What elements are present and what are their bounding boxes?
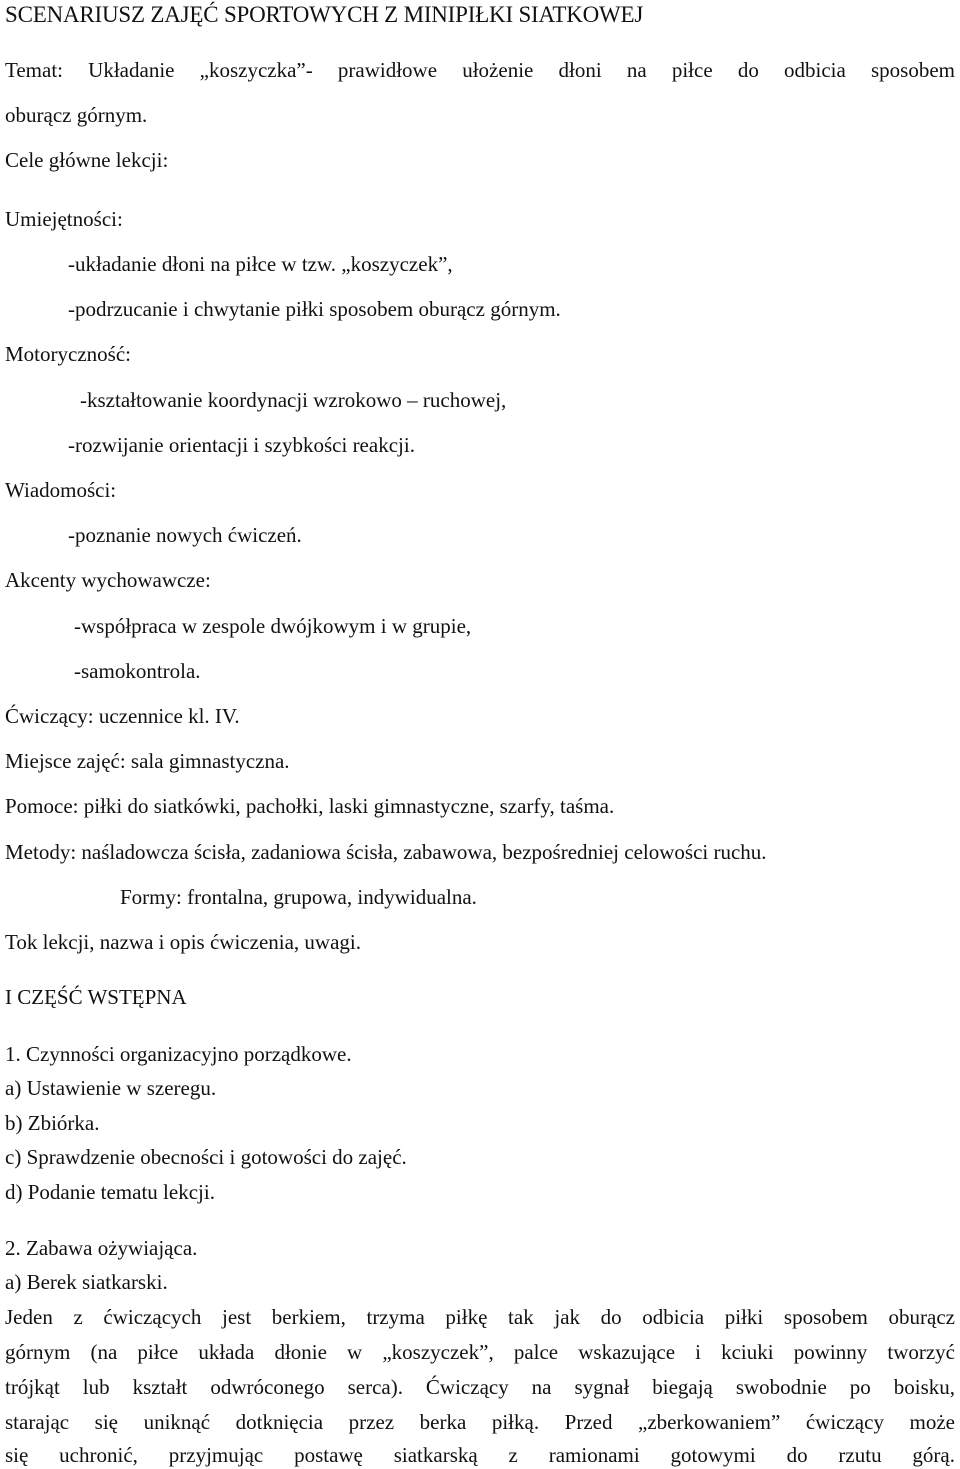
motor-item: -rozwijanie orientacji i szybkości reakcji. [68,433,415,457]
topic-line-1: Temat: Układanie „koszyczka”- prawidłowe ułożenie dłoni na piłce do odbicia sposobem [5,58,955,82]
motor-item: -kształtowanie koordynacji wzrokowo – ruchowej, [80,388,507,412]
section2-subtitle: a) Berek siatkarski. [5,1270,168,1294]
section2-paragraph-line: starając się uniknąć dotknięcia przez berka piłką. Przed „zberkowaniem” ćwiczący może [5,1410,955,1434]
knowledge-heading: Wiadomości: [5,478,117,502]
section2-paragraph-line: Jeden z ćwiczących jest berkiem, trzyma piłkę tak jak do odbicia piłki sposobem oburącz [5,1305,955,1329]
section1-title: 1. Czynności organizacyjno porządkowe. [5,1042,352,1066]
aids-line: Pomoce: piłki do siatkówki, pachołki, laski gimnastyczne, szarfy, taśma. [5,794,615,818]
document-title: SCENARIUSZ ZAJĘĆ SPORTOWYCH Z MINIPIŁKI SIATKOWEJ [5,2,644,27]
methods-line: Metody: naśladowcza ścisła, zadaniowa ścisła, zabawowa, bezpośredniej celowości ruchu. [5,840,767,864]
participants-line: Ćwiczący: uczennice kl. IV. [5,704,240,728]
section2-paragraph-line: się uchronić, przyjmując postawę siatkarską z ramionami gotowymi do rzutu górą. [5,1443,955,1467]
motor-heading: Motoryczność: [5,342,131,366]
skills-item: -układanie dłoni na piłce w tzw. „koszyczek”, [68,252,453,276]
course-line: Tok lekcji, nazwa i opis ćwiczenia, uwagi. [5,930,361,954]
part1-heading: I CZĘŚĆ WSTĘPNA [5,985,187,1009]
skills-item: -podrzucanie i chwytanie piłki sposobem oburącz górnym. [68,297,561,321]
skills-heading: Umiejętności: [5,207,123,231]
section2-title: 2. Zabawa ożywiająca. [5,1236,198,1260]
section1-item: d) Podanie tematu lekcji. [5,1180,215,1204]
forms-line: Formy: frontalna, grupowa, indywidualna. [120,885,477,909]
educational-item: -samokontrola. [74,659,201,683]
knowledge-item: -poznanie nowych ćwiczeń. [68,523,302,547]
section1-item: b) Zbiórka. [5,1111,100,1135]
section2-paragraph-line: górnym (na piłce układa dłonie w „koszyczek”, palce wskazujące i kciuki powinny tworzyć [5,1340,955,1364]
section1-item: a) Ustawienie w szeregu. [5,1076,217,1100]
section2-paragraph-line: trójkąt lub kształt odwróconego serca). Ćwiczący na sygnał biegają swobodnie po boisku, [5,1375,955,1399]
section1-item: c) Sprawdzenie obecności i gotowości do zajęć. [5,1145,407,1169]
educational-heading: Akcenty wychowawcze: [5,568,211,592]
goals-heading: Cele główne lekcji: [5,148,169,172]
educational-item: -współpraca w zespole dwójkowym i w grupie, [74,614,472,638]
place-line: Miejsce zajęć: sala gimnastyczna. [5,749,290,773]
topic-line-2: oburącz górnym. [5,103,148,127]
